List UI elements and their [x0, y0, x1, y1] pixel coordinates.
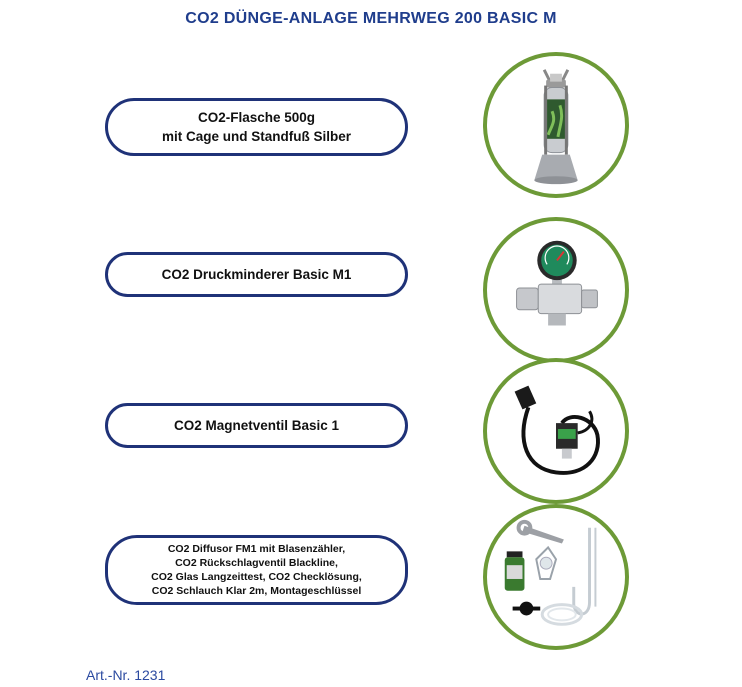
pressure-regulator-icon: [487, 221, 625, 359]
solenoid-valve-image: [483, 358, 629, 504]
item-label-line: CO2-Flasche 500g: [197, 110, 316, 125]
item-label-line: CO2 Schlauch Klar 2m, Montageschlüssel: [151, 585, 362, 597]
page-title: CO2 DÜNGE-ANLAGE MEHRWEG 200 BASIC M: [185, 10, 557, 27]
item-label-pressure-regulator: [105, 252, 408, 297]
accessories-icon: [487, 508, 625, 646]
accessories-image: [483, 504, 629, 650]
item-label-line: CO2 Magnetventil Basic 1: [173, 418, 340, 433]
item-label-line: CO2 Glas Langzeittest, CO2 Checklösung,: [151, 571, 362, 583]
item-label-co2-bottle: [105, 98, 408, 156]
pressure-regulator-image: [483, 217, 629, 363]
item-label-accessories: [105, 535, 408, 605]
item-label-solenoid-valve: [105, 403, 408, 448]
item-label-line: CO2 Diffusor FM1 mit Blasenzähler,: [167, 543, 346, 555]
item-label-line: mit Cage und Standfuß Silber: [161, 129, 351, 144]
item-label-line: CO2 Rückschlagventil Blackline,: [175, 557, 338, 569]
article-number: Art.-Nr. 1231: [86, 667, 166, 683]
item-label-line: CO2 Druckminderer Basic M1: [161, 267, 352, 282]
solenoid-valve-icon: [487, 362, 625, 500]
co2-bottle-image: [483, 52, 629, 198]
co2-bottle-icon: [487, 56, 625, 194]
